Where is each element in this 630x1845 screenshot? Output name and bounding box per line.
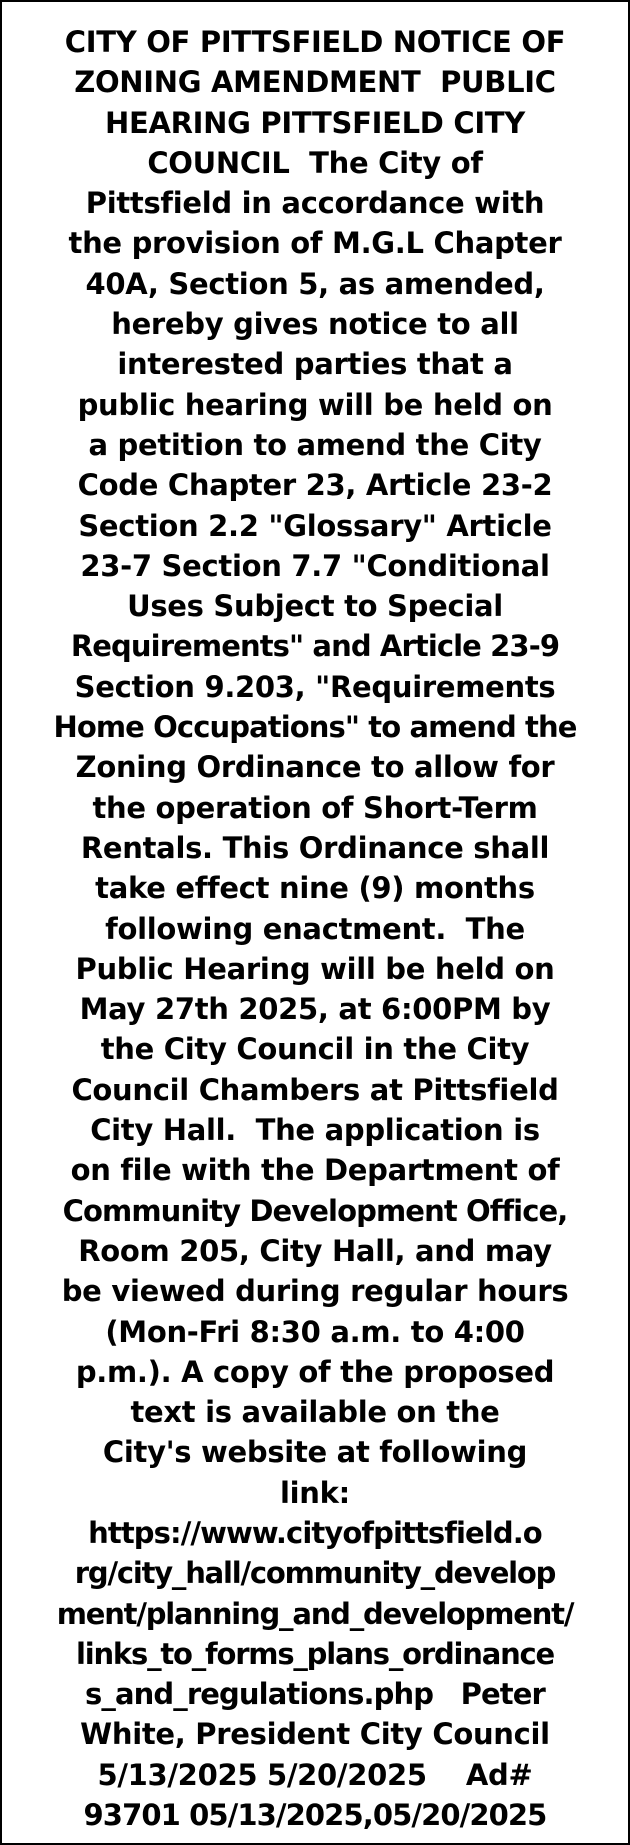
notice-line: the provision of M.G.L Chapter	[68, 226, 562, 261]
notice-line: link:	[280, 1475, 350, 1510]
notice-line: take effect nine (9) months	[95, 871, 535, 906]
notice-line: https://www.cityofpittsfield.o	[88, 1515, 542, 1550]
notice-line: Section 2.2 "Glossary" Article	[78, 508, 552, 543]
notice-line: CITY OF PITTSFIELD NOTICE OF	[64, 25, 566, 59]
notice-line: Home Occupations" to amend the	[53, 710, 577, 745]
notice-line: Community Development Office,	[62, 1193, 568, 1228]
notice-line: following enactment. The	[105, 911, 525, 946]
notice-line: Uses Subject to Special	[127, 589, 503, 624]
notice-line: COUNCIL The City of	[147, 145, 483, 180]
notice-line: White, President City Council	[80, 1717, 550, 1752]
notice-line: City's website at following	[102, 1435, 528, 1470]
notice-line: 23-7 Section 7.7 "Conditional	[80, 548, 550, 583]
notice-line: be viewed during regular hours	[61, 1274, 569, 1309]
notice-line: a petition to amend the City	[88, 427, 542, 462]
notice-line: 40A, Section 5, as amended,	[85, 266, 545, 301]
notice-line: on file with the Department of	[70, 1153, 560, 1188]
notice-line: rg/city_hall/community_develop	[74, 1556, 556, 1591]
notice-line: ZONING AMENDMENT PUBLIC	[74, 65, 556, 100]
notice-line: (Mon-Fri 8:30 a.m. to 4:00	[105, 1314, 525, 1349]
notice-line: s_and_regulations.php Peter	[85, 1677, 545, 1712]
notice-line: Code Chapter 23, Article 23-2	[77, 468, 553, 503]
notice-line: City Hall. The application is	[90, 1113, 540, 1148]
notice-line: Section 9.203, "Requirements	[74, 669, 556, 704]
notice-line: p.m.). A copy of the proposed	[75, 1354, 555, 1389]
notice-line: HEARING PITTSFIELD CITY	[105, 105, 525, 140]
notice-line: the City Council in the City	[100, 1032, 530, 1067]
notice-line: links_to_forms_plans_ordinance	[76, 1636, 554, 1671]
notice-line: Zoning Ordinance to allow for	[75, 750, 555, 785]
notice-line: interested parties that a	[117, 347, 513, 382]
notice-line: Rentals. This Ordinance shall	[80, 830, 550, 865]
notice-line: Pittsfield in accordance with	[85, 186, 545, 221]
notice-line: text is available on the	[130, 1395, 500, 1430]
notice-line: May 27th 2025, at 6:00PM by	[79, 992, 551, 1027]
notice-line: Public Hearing will be held on	[75, 951, 555, 986]
notice-line: the operation of Short-Term	[92, 790, 538, 825]
notice-line: Requirements" and Article 23-9	[70, 629, 560, 664]
notice-line: Room 205, City Hall, and may	[78, 1233, 552, 1268]
notice-line: ment/planning_and_development/	[56, 1596, 574, 1631]
notice-line: Council Chambers at Pittsfield	[71, 1072, 559, 1107]
notice-line: public hearing will be held on	[77, 387, 553, 422]
notice-line: 5/13/2025 5/20/2025 Ad#	[97, 1757, 533, 1792]
notice-line: 93701 05/13/2025,05/20/2025	[83, 1798, 547, 1833]
notice-line: hereby gives notice to all	[111, 307, 519, 342]
